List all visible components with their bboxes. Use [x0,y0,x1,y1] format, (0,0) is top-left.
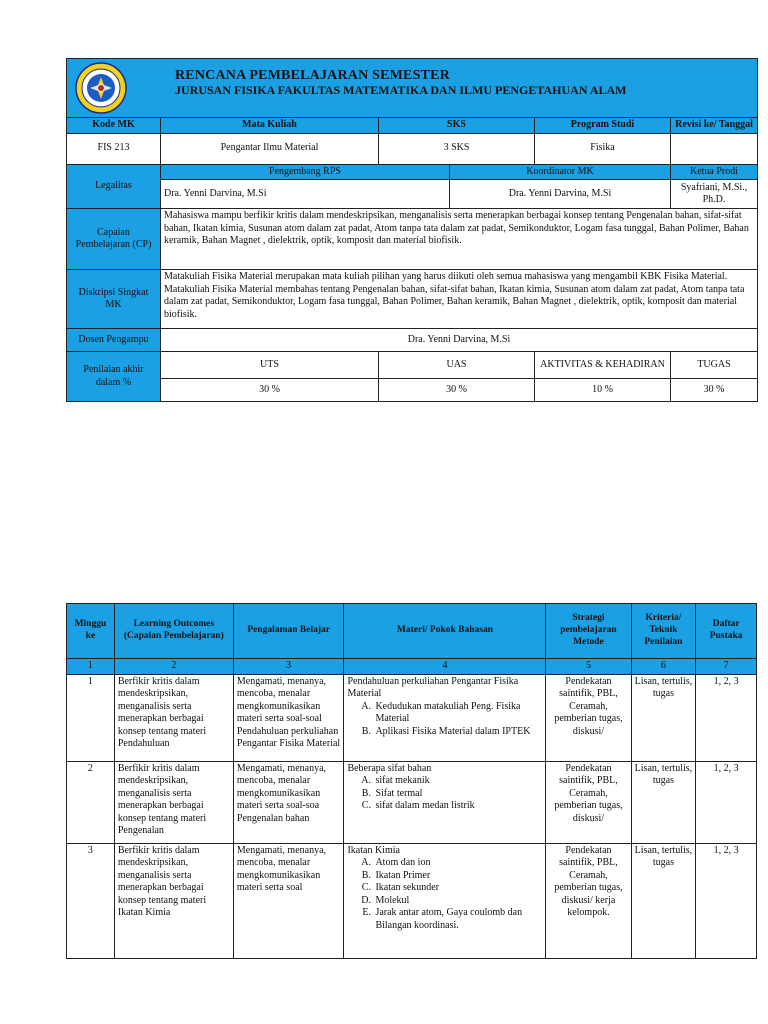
head-learning-outcomes: Learning Outcomes (Capaian Pembelajaran) [114,604,233,659]
capaian-text: Mahasiswa mampu berfikir kritis dalam mendeskripsikan, menganalisis serta menerapkan berbagai konsep tentang Pengenalan bahan, sifat-sifat bahan, Ikatan kimia, Susunan atom dalam zat padat, Atom tanpa tata dalam zat padat, Semikonduktor, Logam fasa tunggal, Bahan Polimer, Bahan keramik, Bahan Magnet , dielektrik, optik, komposit dan material biofisik. [161,209,758,270]
list-item: B. Aplikasi Fisika Material dalam IPTEK [373,726,542,739]
col-number: 7 [696,659,757,675]
capaian-label: Capaian Pembelajaran (CP) [67,209,161,270]
penilaian-uts-value: 30 % [161,379,379,402]
list-item: E. Jarak antar atom, Gaya coulomb dan Bilangan koordinasi. [373,907,542,932]
strategi [546,674,631,761]
course-info-row [67,133,758,164]
materi-list [347,775,542,813]
role-koordinator: Koordinator MK [450,164,671,180]
materi [344,761,546,843]
col-number: 6 [631,659,696,675]
dosen-row [67,329,758,352]
name-koordinator: Dra. Yenni Darvina, M.Si [450,180,671,209]
weekly-header-row [67,604,757,659]
week-number: 3 [67,843,115,958]
penilaian-label: Penilaian akhir dalam % [67,352,161,402]
list-item: D. Molekul [373,895,542,908]
learning-outcome [114,761,233,843]
dosen-label: Dosen Pengampu [67,329,161,352]
col-program-studi: Program Studi [535,118,671,134]
name-ketua-prodi: Syafriani, M.Si., Ph.D. [671,180,758,209]
col-number: 5 [546,659,631,675]
table-row [67,674,757,761]
university-seal-icon [75,62,127,114]
strategi [546,761,631,843]
strategi-text: Pendekatan saintifik, PBL, Ceramah, pemberian tugas, diskusi/ [554,675,623,737]
pengalaman-belajar [233,674,344,761]
course-sks: 3 SKS [379,133,535,164]
legalitas-roles-row [67,164,758,180]
pengalaman-text: Mengamati, menanya, mencoba, menalar mengkomunikasikan materi serta soal-soal Pendahuluan perkuliahan Pengantar Fisika Material [236,675,341,749]
col-mata-kuliah: Mata Kuliah [161,118,379,134]
kriteria: Lisan, tertulis, tugas [631,761,696,843]
col-number: 2 [114,659,233,675]
penilaian-aktivitas-value: 10 % [535,379,671,402]
head-materi: Materi/ Pokok Bahasan [344,604,546,659]
role-pengembang: Pengembang RPS [161,164,450,180]
course-kode: FIS 213 [67,133,161,164]
deskripsi-row [67,270,758,329]
strategi [546,843,631,958]
weekly-number-row [67,659,757,675]
legalitas-names-row [67,180,758,209]
pustaka: 1, 2, 3 [696,674,757,761]
learning-outcome-text: Berfikir kritis dalam mendeskripsikan, menganalisis serta menerapkan berbagai konsep tentang materi Pendahuluan [117,675,207,749]
materi [344,674,546,761]
penilaian-value-row [67,379,758,402]
penilaian-uts-label: UTS [161,352,379,379]
course-revisi [671,133,758,164]
pustaka: 1, 2, 3 [696,761,757,843]
learning-outcome-text: Berfikir kritis dalam mendeskripsikan, menganalisis serta menerapkan berbagai konsep tentang materi Pengenalan [117,762,207,836]
document-header [67,59,758,118]
learning-outcome-text: Berfikir kritis dalam mendeskripsikan, menganalisis serta menerapkan berbagai konsep tentang materi Ikatan Kimia [117,844,207,918]
materi-list [347,701,542,739]
materi-intro: Ikatan Kimia [347,844,400,856]
pengalaman-text: Mengamati, menanya, mencoba, menalar mengkomunikasikan materi serta soal [236,844,327,893]
week-number: 2 [67,761,115,843]
kriteria: Lisan, tertulis, tugas [631,674,696,761]
rps-table [66,58,758,402]
list-item: A. Kedudukan matakuliah Peng. Fisika Material [373,701,542,726]
week-number: 1 [67,674,115,761]
pengalaman-belajar [233,761,344,843]
head-minggu: Minggu ke [67,604,115,659]
pengalaman-text: Mengamati, menanya, mencoba, menalar mengkomunikasikan materi serta soal-soa Pengenalan bahan [236,762,327,824]
dosen-name: Dra. Yenni Darvina, M.Si [161,329,758,352]
course-prodi: Fisika [535,133,671,164]
course-header-row [67,118,758,134]
col-number: 4 [344,659,546,675]
col-number: 1 [67,659,115,675]
learning-outcome [114,843,233,958]
name-pengembang: Dra. Yenni Darvina, M.Si [161,180,450,209]
list-item: B. Ikatan Primer [373,870,542,883]
pengalaman-belajar [233,843,344,958]
table-row [67,843,757,958]
penilaian-head-row [67,352,758,379]
materi-list [347,857,542,932]
head-kriteria: Kriteria/ Teknik Penilaian [631,604,696,659]
learning-outcome [114,674,233,761]
penilaian-tugas-label: TUGAS [671,352,758,379]
strategi-text: Pendekatan saintifik, PBL, Ceramah, pemberian tugas, diskusi/ [554,762,623,824]
list-item: C. sifat dalam medan listrik [373,800,542,813]
pustaka: 1, 2, 3 [696,843,757,958]
table-row [67,761,757,843]
document-title: RENCANA PEMBELAJARAN SEMESTER [175,68,450,83]
head-pustaka: Daftar Pustaka [696,604,757,659]
course-mata-kuliah: Pengantar Ilmu Material [161,133,379,164]
strategi-text: Pendekatan saintifik, PBL, Ceramah, pemberian tugas, diskusi/ kerja kelompok. [554,844,623,918]
capaian-row [67,209,758,270]
penilaian-uas-label: UAS [379,352,535,379]
list-item: C. Ikatan sekunder [373,882,542,895]
col-kode-mk: Kode MK [67,118,161,134]
materi [344,843,546,958]
role-ketua-prodi: Ketua Prodi [671,164,758,180]
penilaian-tugas-value: 30 % [671,379,758,402]
penilaian-uas-value: 30 % [379,379,535,402]
penilaian-aktivitas-label: AKTIVITAS & KEHADIRAN [535,352,671,379]
deskripsi-text: Matakuliah Fisika Material merupakan mata kuliah pilihan yang harus diikuti oleh semua mahasiswa yang mengambil KBK Fisika Material. Matakuliah Fisika Material membahas tentang Pengenalan bahan, sifat-sifat bahan, Ikatan kimia, Susunan atom dalam zat padat, Atom tanpa tata dalam zat padat, Semikonduktor, Logam fasa tunggal, Bahan Polimer, Bahan keramik, Bahan Magnet , dielektrik, optik, komposit dan material biofisik. [161,270,758,329]
head-pengalaman: Pengalaman Belajar [233,604,344,659]
head-strategi: Strategi pembelajaran Metode [546,604,631,659]
list-item: B. Sifat termal [373,788,542,801]
list-item: A. sifat mekanik [373,775,542,788]
materi-intro: Beberapa sifat bahan [347,762,432,774]
weekly-plan-table [66,603,757,959]
deskripsi-label: Diskripsi Singkat MK [67,270,161,329]
legalitas-label: Legalitas [67,164,161,209]
col-number: 3 [233,659,344,675]
col-sks: SKS [379,118,535,134]
list-item: A. Atom dan ion [373,857,542,870]
document-subtitle: JURUSAN FISIKA FAKULTAS MATEMATIKA DAN ILMU PENGETAHUAN ALAM [175,83,627,97]
kriteria: Lisan, tertulis, tugas [631,843,696,958]
col-revisi: Revisi ke/ Tanggal [671,118,758,134]
materi-intro: Pendahuluan perkuliahan Pengantar Fisika Material [347,675,519,699]
